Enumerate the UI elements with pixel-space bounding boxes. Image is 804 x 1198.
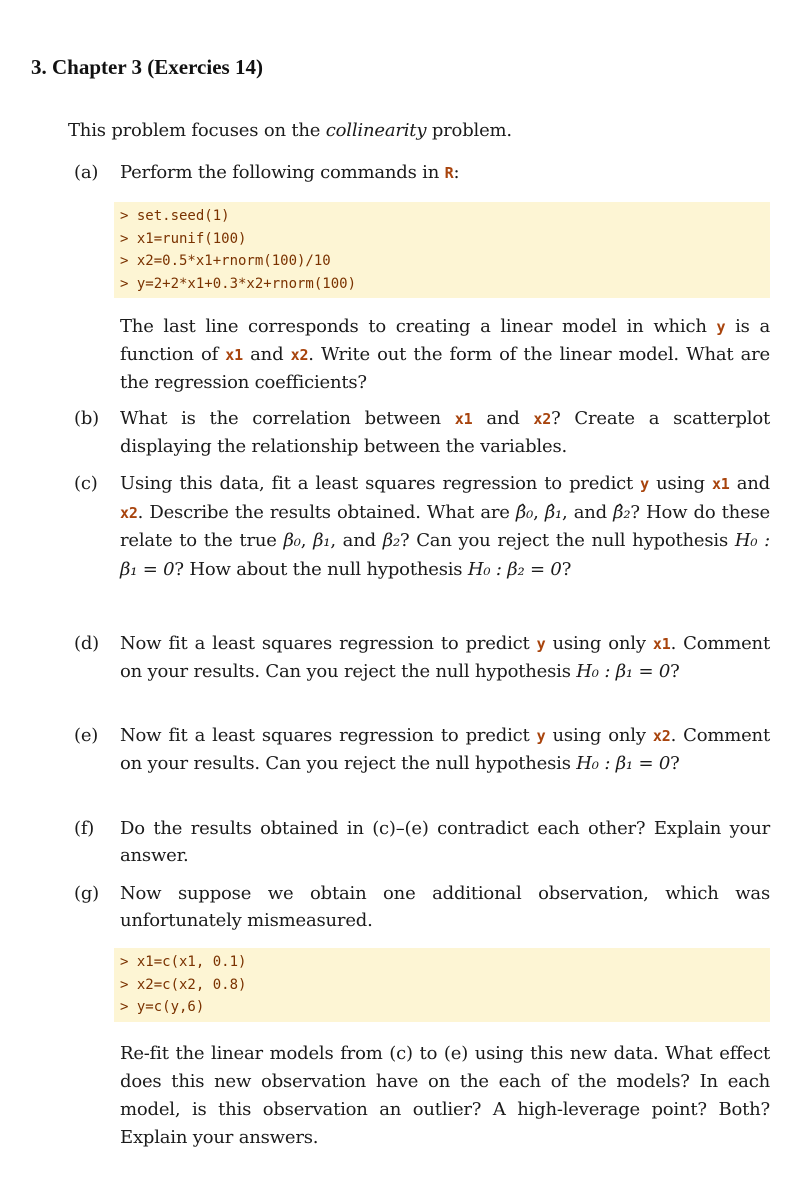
code-block-g xyxy=(114,948,770,1022)
code-line: > x2=c(x2, 0.8) xyxy=(120,976,247,993)
part-d xyxy=(74,630,774,685)
code-line: > x1=c(x1, 0.1) xyxy=(120,954,247,970)
collinearity-emphasis: collinearity xyxy=(325,120,427,141)
part-d-text: Now fit a least squares regression to predict y using only x1. Comment on your results. Can you reject the null hypothesis H₀ : β₁ = 0? xyxy=(120,633,770,682)
part-a xyxy=(74,159,774,187)
part-g-label: (g) xyxy=(74,883,99,904)
part-g-paragraph: Re-fit the linear models from (c) to (e) using this new data. What effect does this new observation have on the each of the models? In each model, is this observation an outlier? A high-leverage point? Both? Explain your answers. xyxy=(120,1043,770,1148)
part-e-label: (e) xyxy=(74,725,99,746)
part-b-text: What is the correlation between x1 and x2? Create a scatterplot displaying the relationship between the variables. xyxy=(120,408,770,457)
code-block-a xyxy=(114,202,770,298)
part-b xyxy=(74,405,774,460)
part-a-paragraph: The last line corresponds to creating a linear model in which y is a function of x1 and x2. Write out the form of the linear model. What are the regression coefficients? xyxy=(120,316,770,393)
part-f-label: (f) xyxy=(74,818,95,839)
code-line: > y=c(y,6) xyxy=(120,999,205,1015)
part-g xyxy=(74,880,774,934)
code-line: > x1=runif(100) xyxy=(120,230,247,247)
part-e-text: Now fit a least squares regression to predict y using only x2. Comment on your results. Can you reject the null hypothesis H₀ : β₁ = 0? xyxy=(120,725,770,774)
part-f xyxy=(74,815,774,869)
part-b-label: (b) xyxy=(74,408,99,429)
part-a-text: Perform the following commands in R: xyxy=(120,162,460,183)
code-line: > x2=0.5*x1+rnorm(100)/10 xyxy=(120,253,331,269)
part-c xyxy=(74,470,774,584)
part-f-text: Do the results obtained in (c)–(e) contradict each other? Explain your answer. xyxy=(120,818,770,866)
part-d-label: (d) xyxy=(74,633,99,654)
part-a-label: (a) xyxy=(74,162,99,183)
part-c-label: (c) xyxy=(74,473,98,494)
code-line: > set.seed(1) xyxy=(120,208,230,224)
intro-text: This problem focuses on the collinearity problem. xyxy=(68,120,512,141)
part-g-text: Now suppose we obtain one additional observation, which was unfortunately mismeasured. xyxy=(120,883,770,931)
section-heading: 3. Chapter 3 (Exercies 14) xyxy=(31,55,263,79)
code-line: > y=2+2*x1+0.3*x2+rnorm(100) xyxy=(120,275,357,292)
r-language-name: R xyxy=(444,164,454,182)
part-e xyxy=(74,722,774,777)
part-c-text: Using this data, fit a least squares regression to predict y using x1 and x2. Describe the results obtained. What are β̂₀, β̂₁, and β̂₂? How do these relate to the true β₀, β₁, and β₂? Can you reject the null hypothesis H₀ : β₁ = 0? How about the null hypothesis H₀ : β₂ = 0? xyxy=(120,473,771,580)
